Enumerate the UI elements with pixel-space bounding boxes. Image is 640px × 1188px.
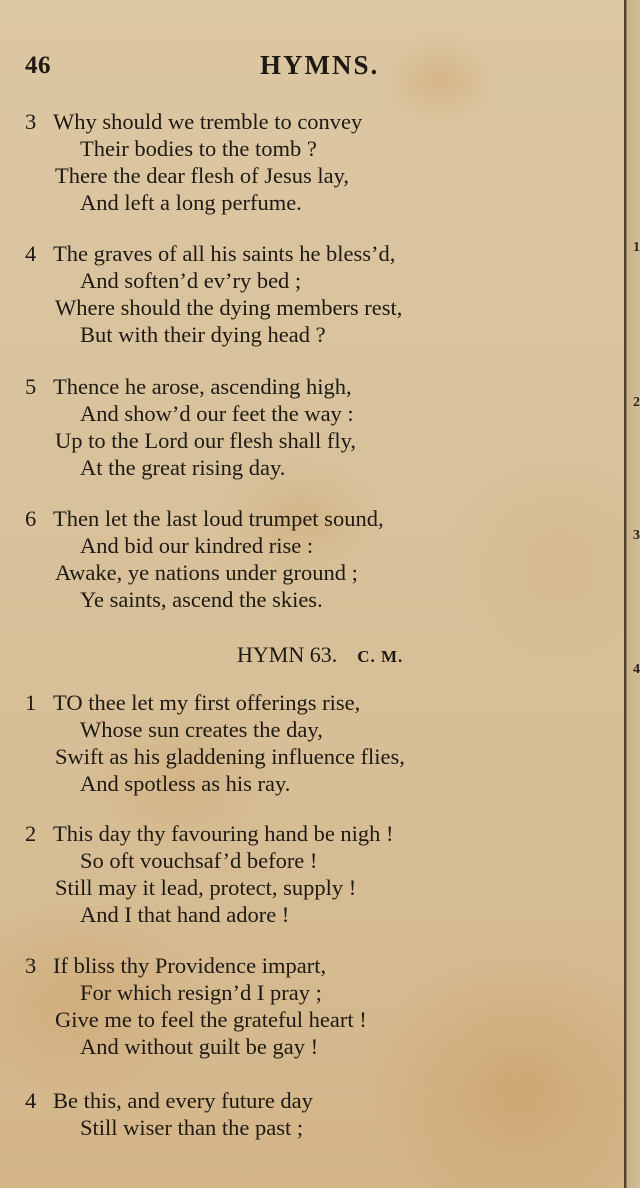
- hymn-heading: [237, 642, 403, 668]
- verse-line: At the great rising day.: [80, 455, 286, 480]
- verse-line: If bliss thy Providence impart,: [53, 953, 327, 978]
- running-title: HYMNS.: [260, 50, 380, 80]
- verse-line: Be this, and every future day: [53, 1088, 313, 1113]
- verse-line: And soften’d ev’ry bed ;: [80, 268, 302, 293]
- hymn-title: HYMN 63.: [237, 642, 338, 667]
- verse-line: This day thy favouring hand be nigh !: [53, 821, 394, 846]
- running-head: [0, 46, 624, 86]
- stanza-number: 1: [25, 690, 37, 715]
- verse-line: Awake, ye nations under ground ;: [55, 560, 358, 585]
- verse-line: TO thee let my first offerings rise,: [53, 690, 361, 715]
- hymn-meter: C. M.: [357, 647, 404, 666]
- stanza-number: 4: [25, 241, 37, 266]
- verse-line: But with their dying head ?: [80, 322, 326, 347]
- stanza-number: 5: [25, 374, 37, 399]
- stanza-number: 4: [25, 1088, 37, 1113]
- facing-page-mark: 1: [633, 240, 640, 255]
- page-number: 46: [25, 52, 51, 79]
- facing-page-mark: 2: [633, 395, 640, 410]
- facing-page-mark: 4: [633, 662, 640, 677]
- verse-line: Ye saints, ascend the skies.: [80, 587, 323, 612]
- verse-line: So oft vouchsaf’d before !: [80, 848, 318, 873]
- stanza-number: 2: [25, 821, 37, 846]
- verse-line: For which resign’d I pray ;: [80, 980, 322, 1005]
- stanza-number: 6: [25, 506, 37, 531]
- facing-page-mark: 3: [633, 528, 640, 543]
- verse-line: Where should the dying members rest,: [55, 295, 403, 320]
- verse-line: And spotless as his ray.: [80, 771, 291, 796]
- verse-line: And without guilt be gay !: [80, 1034, 319, 1059]
- verse-line: Still wiser than the past ;: [80, 1115, 304, 1140]
- verse-line: Up to the Lord our flesh shall fly,: [55, 428, 356, 453]
- verse-line: Then let the last loud trumpet sound,: [53, 506, 384, 531]
- verse-line: Why should we tremble to convey: [53, 109, 363, 134]
- verse-line: Still may it lead, protect, supply !: [55, 875, 357, 900]
- verse-line: And bid our kindred rise :: [80, 533, 314, 558]
- verse-line: Give me to feel the grateful heart !: [55, 1007, 367, 1032]
- verse-line: Swift as his gladdening influence flies,: [55, 744, 405, 769]
- verse-line: Whose sun creates the day,: [80, 717, 323, 742]
- stanza-number: 3: [25, 953, 37, 978]
- verse-line: There the dear flesh of Jesus lay,: [55, 163, 350, 188]
- verse-line: And I that hand adore !: [80, 902, 290, 927]
- verse-line: Their bodies to the tomb ?: [80, 136, 317, 161]
- page-gutter: [624, 0, 640, 1188]
- stanza-number: 3: [25, 109, 37, 134]
- verse-line: The graves of all his saints he bless’d,: [53, 241, 396, 266]
- verse-line: Thence he arose, ascending high,: [53, 374, 352, 399]
- verse-line: And left a long perfume.: [80, 190, 302, 215]
- verse-line: And show’d our feet the way :: [80, 401, 354, 426]
